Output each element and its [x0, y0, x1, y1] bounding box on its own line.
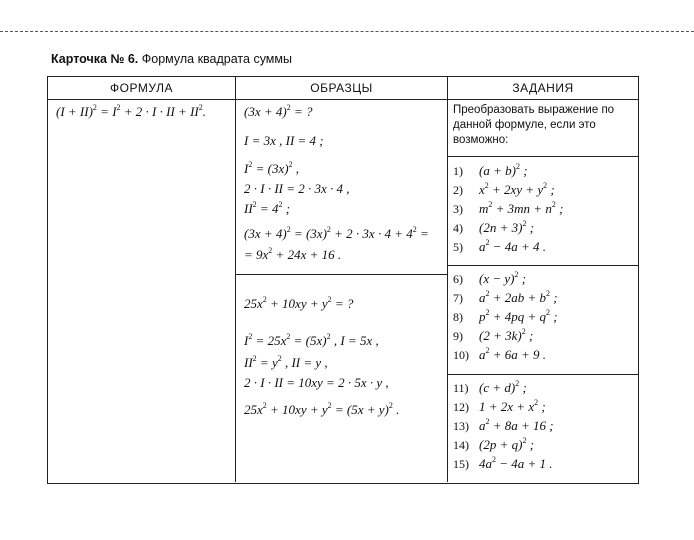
- sample2-line2: $I^2 = 25x^2 = (5x)^2$ , I = 5x ,: [244, 332, 379, 348]
- sample1-line5: $II^2 = 4^2$ ;: [244, 200, 291, 216]
- task-number: 13): [453, 419, 469, 433]
- samples-divider: [235, 274, 448, 275]
- task-expression: $a^2 + 6a + 9$ .: [479, 346, 547, 362]
- sample1-line2: I = 3x , II = 4 ;: [244, 133, 324, 148]
- main-formula: $(I + II)^2 = I^2 + 2 \cdot I$ · II + $II^2$.: [56, 103, 206, 119]
- task-expression: $a^2 + 2ab + b^2$ ;: [479, 289, 558, 305]
- card-number: Карточка № 6.: [51, 52, 139, 66]
- task-expression: $1 + 2x + x^2$ ;: [479, 398, 546, 414]
- task-expression: $(2 + 3k)^2$ ;: [479, 327, 534, 343]
- task-number: 7): [453, 291, 463, 305]
- task-item: [453, 290, 558, 306]
- task-item: [453, 347, 546, 363]
- sample2-line4: 2 · I · II = 10xy = 2 · 5x · y ,: [244, 375, 389, 390]
- sample1-line7: = $9x^2 + 24x + 16$ .: [244, 246, 342, 262]
- task-instructions: Преобразовать выражение по данной формуле, если это возможно:: [453, 104, 615, 146]
- task-item: [453, 239, 546, 255]
- task-item: [453, 418, 554, 434]
- task-expression: $x^2 + 2xy + y^2$ ;: [479, 181, 555, 197]
- task-number: 4): [453, 221, 463, 235]
- card-topic: Формула квадрата суммы: [141, 52, 292, 66]
- header-formula: ФОРМУЛА: [110, 81, 173, 95]
- sample2-line1: $25x^2 + 10xy + y^2$ = ?: [244, 295, 354, 311]
- task-expression: $(x - y)^2$ ;: [479, 270, 527, 286]
- tasks-divider-3: [447, 374, 638, 375]
- task-number: 12): [453, 400, 469, 414]
- task-expression: $(a + b)^2$ ;: [479, 162, 528, 178]
- task-expression: $(2p + q)^2$ ;: [479, 436, 535, 452]
- tasks-divider-2: [447, 265, 638, 266]
- task-item: [453, 182, 555, 198]
- task-expression: $a^2 - 4a + 4$ .: [479, 238, 547, 254]
- task-expression: $(2n + 3)^2$ ;: [479, 219, 535, 235]
- task-number: 5): [453, 240, 463, 254]
- task-item: [453, 380, 527, 396]
- task-item: [453, 309, 558, 325]
- task-number: 14): [453, 438, 469, 452]
- task-number: 8): [453, 310, 463, 324]
- sample1-line4: 2 · I · II = 2 · 3x · 4 ,: [244, 181, 350, 196]
- header-samples: ОБРАЗЦЫ: [310, 81, 373, 95]
- task-item: [453, 456, 553, 472]
- card-title: [51, 52, 292, 66]
- task-item: [453, 271, 526, 287]
- task-number: 10): [453, 348, 469, 362]
- sample2-line3: $II^2 = y^2$ , II = y ,: [244, 354, 328, 370]
- task-number: 9): [453, 329, 463, 343]
- sample1-line6: $(3x + 4)^2 = (3x)^2 + 2 \cdot 3x \cdot 4 + 4^2$ =: [244, 225, 429, 241]
- task-item: [453, 437, 534, 453]
- task-item: [453, 399, 546, 415]
- task-item: [453, 163, 528, 179]
- task-expression: $a^2 + 8a + 16$ ;: [479, 417, 554, 433]
- task-expression: $p^2 + 4pq + q^2$ ;: [479, 308, 558, 324]
- tasks-divider-1: [447, 156, 638, 157]
- sample2-line5: $25x^2 + 10xy + y^2 = (5x + y)^2$ .: [244, 401, 400, 417]
- sample1-line3: $I^2 = (3x)^2$ ,: [244, 160, 300, 176]
- task-number: 3): [453, 202, 463, 216]
- sample1-line1: $(3x + 4)^2$ = ?: [244, 103, 313, 119]
- column-divider-1: [235, 77, 236, 482]
- header-tasks: ЗАДАНИЯ: [512, 81, 574, 95]
- task-number: 1): [453, 164, 463, 178]
- column-divider-2: [447, 77, 448, 482]
- task-number: 2): [453, 183, 463, 197]
- task-item: [453, 328, 533, 344]
- task-number: 15): [453, 457, 469, 471]
- cut-line: [0, 31, 694, 32]
- task-item: [453, 220, 534, 236]
- card-table: [47, 76, 639, 484]
- header-divider: [48, 99, 638, 100]
- task-item: [453, 201, 563, 217]
- task-expression: $(c + d)^2$ ;: [479, 379, 527, 395]
- task-number: 6): [453, 272, 463, 286]
- task-expression: $4a^2 - 4a + 1$ .: [479, 455, 553, 471]
- task-number: 11): [453, 381, 469, 395]
- task-expression: $m^2 + 3mn + n^2$ ;: [479, 200, 564, 216]
